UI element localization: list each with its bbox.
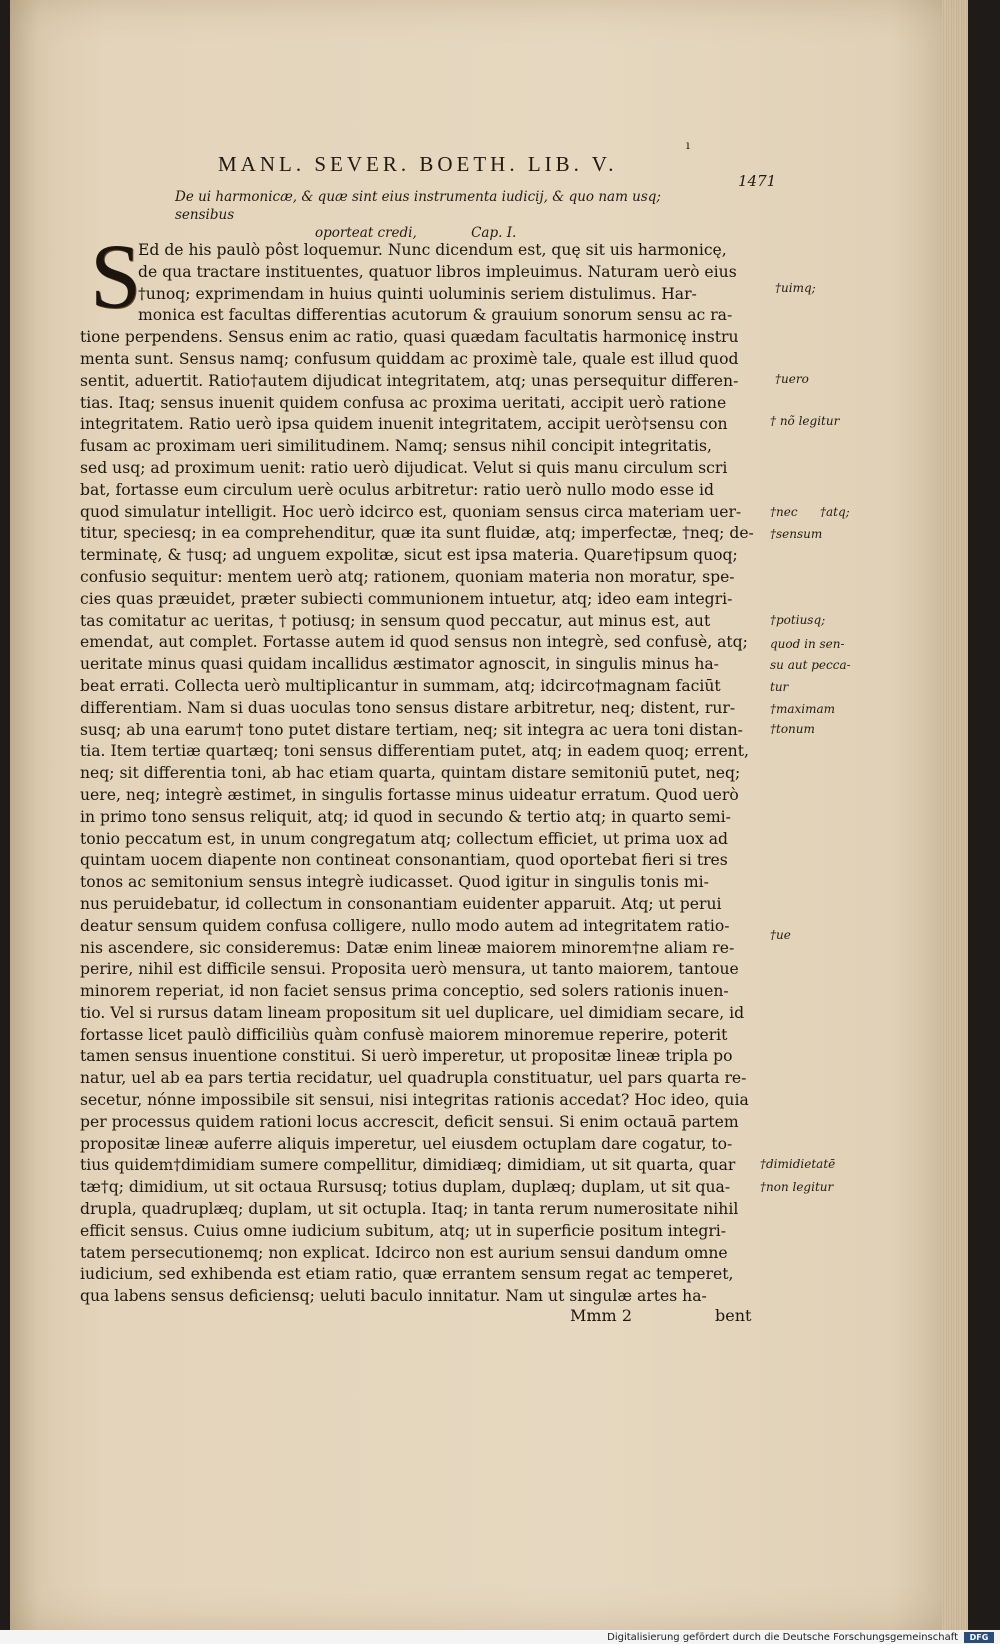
text-line: confusio sequitur: mentem uerò atq; rationem, quoniam materia non moratur, spe-	[80, 567, 735, 586]
folio-number: 1471	[738, 172, 777, 190]
text-line: in primo tono sensus reliquit, atq; id quod in secundo & tertio atq; in quarto semi-	[80, 807, 731, 826]
text-line: tias. Itaq; sensus inuenit quidem confusa ac proxima ueritati, accipit uerò ratione	[80, 393, 727, 412]
text-line: tia. Item tertiæ quartæq; toni sensus differentiam putet, atq; in eadem quoq; errent,	[80, 742, 749, 761]
text-line: menta sunt. Sensus namq; confusum quiddam ac proximè tale, quale est illud quod	[80, 349, 739, 368]
marginal-note: † nõ legitur	[770, 414, 840, 428]
text-line: minorem reperiat, id non faciet sensus prima conceptio, sed solers rationis inuen-	[80, 982, 729, 1001]
catchword: bent	[715, 1306, 752, 1325]
text-line: terminatę, & †usq; ad unguem expolitæ, sicut est ipsa materia. Quare†ipsum quoq;	[80, 546, 738, 565]
text-line: propositæ lineæ auferre aliquis imperetur, uel eiusdem octuplam dare cogatur, to-	[80, 1134, 733, 1153]
text-line: tio. Vel si rursus datam lineam propositum sit uel duplicare, uel dimidiam secare, id	[80, 1003, 745, 1022]
text-line: per processus quidem rationi locus accrescit, deficit sensui. Si enim octauā partem	[80, 1112, 739, 1131]
marginal-note: †potiusq;	[770, 613, 826, 627]
text-line: tæ†q; dimidium, ut sit octaua Rursusq; totius duplam, duplæq; duplam, ut sit qua-	[80, 1178, 731, 1197]
text-line: monica est facultas differentias acutorum & grauium sonorum sensu ac ra-	[138, 306, 733, 325]
text-line: deatur sensum quidem confusa colligere, nullo modo autem ad integritatem ratio-	[80, 916, 730, 935]
text-line: tamen sensus inuentione constitui. Si uerò imperetur, ut propositæ lineæ tripla po	[80, 1047, 733, 1066]
marginal-note: tur	[770, 680, 789, 694]
text-line: emendat, aut complet. Fortasse autem id quod sensus non integrè, sed confusè, atq;	[80, 633, 748, 652]
text-line: †unoq; exprimendam in huius quinti uoluminis seriem distulimus. Har-	[138, 284, 697, 303]
chapter-label: Cap. I.	[471, 225, 517, 241]
text-line: qua labens sensus deficiensq; ueluti baculo innitatur. Nam ut singulæ artes ha-	[80, 1287, 707, 1306]
marginal-note: su aut pecca-	[770, 658, 851, 672]
text-line: neq; sit differentia toni, ab hac etiam quarta, quintam distare semitoniū putet, neq;	[80, 764, 741, 783]
marginal-note: †maximam	[770, 702, 836, 716]
text-line: perire, nihil est difficile sensui. Proposita uerò mensura, ut tanto maiorem, tantoue	[80, 960, 739, 979]
text-line: beat errati. Collecta uerò multiplicantur in summam, atq; idcirco†magnam faciūt	[80, 676, 721, 695]
text-line: tius quidem†dimidiam sumere compellitur, dimidiæq; dimidiam, ut sit quarta, quar	[80, 1156, 736, 1175]
text-line: uere, neq; integrè æstimet, in singulis fortasse minus uideatur erratum. Quod uerò	[80, 785, 739, 804]
marginal-note: †uero	[775, 372, 809, 386]
text-line: nis ascendere, sic consideremus: Datæ enim lineæ maiorem minorem†ne aliam re-	[80, 938, 735, 957]
text-line: tonos ac semitonium sensus integrè iudicasset. Quod igitur in singulis tonis mi-	[80, 873, 709, 892]
text-line: de qua tractare instituentes, quatuor libros impleuimus. Naturam uerò eius	[138, 262, 737, 281]
printer-mark: ı	[686, 138, 690, 152]
marginal-note: †nec	[770, 505, 798, 519]
drop-cap: S	[90, 225, 142, 327]
text-line: iudicium, sed exhibenda est etiam ratio, quæ errantem sensum regat ac temperet,	[80, 1265, 734, 1284]
marginal-note: †atq;	[820, 505, 850, 519]
text-line: fusam ac proximam ueri similitudinem. Namq; sensus nihil concipit integritatis,	[80, 437, 712, 456]
text-line: bat, fortasse eum circulum uerè oculus arbitretur: ratio uerò nullo modo esse id	[80, 480, 714, 499]
text-line: natur, uel ab ea pars tertia recidatur, uel quadrupla constituatur, uel pars quarta re-	[80, 1069, 747, 1088]
marginal-note: quod in sen-	[770, 637, 845, 651]
marginal-note: †ue	[770, 928, 791, 942]
text-line: sed usq; ad proximum uenit: ratio uerò dijudicat. Velut si quis manu circulum scri	[80, 458, 728, 477]
marginal-note: †non legitur	[760, 1180, 834, 1194]
chapter-heading-line2-text: oporteat credi,	[315, 225, 417, 241]
text-line: nus peruidebatur, id collectum in consonantiam euidenter apparuit. Atq; ut perui	[80, 894, 722, 913]
running-head: MANL. SEVER. BOETH. LIB. V.	[218, 152, 618, 176]
text-line: Ed de his paulò pôst loquemur. Nunc dicendum est, quę sit uis harmonicę,	[138, 241, 727, 259]
funding-credit: Digitalisierung gefördert durch die Deutsche Forschungsgemeinschaft	[607, 1632, 958, 1643]
text-line: tas comitatur ac ueritas, † potiusq; in sensum quod peccatur, aut minus est, aut	[80, 611, 711, 630]
marginal-note: †sensum	[770, 527, 823, 541]
text-line: cies quas præuidet, præter subiecti communionem intuetur, atq; ideo eam integri-	[80, 589, 733, 608]
text-line: tonio peccatum est, in unum congregatum atq; collectum efficiet, ut prima uox ad	[80, 829, 728, 848]
text-line: efficit sensus. Cuius omne iudicium subitum, atq; ut in superficie positum integri-	[80, 1221, 727, 1240]
text-line: ueritate minus quasi quidam incallidus æstimator agnoscit, in singulis minus ha-	[80, 655, 719, 674]
text-line: secetur, nónne impossibile sit sensui, nisi integritas rationis accedat? Hoc ideo, quia	[80, 1091, 749, 1110]
marginal-note: †tonum	[770, 722, 815, 736]
text-line: differentiam. Nam si duas uoculas tono sensus distare arbitretur, neq; distent, rur-	[80, 698, 736, 717]
text-line: drupla, quadruplæq; duplam, ut sit octupla. Itaq; in tanta rerum numerositate nihil	[80, 1200, 739, 1219]
signature-mark: Mmm 2	[570, 1306, 632, 1325]
chapter-heading-line1: De ui harmonicæ, & quæ sint eius instrumenta iudicij, & quo nam usq; sensibus	[175, 189, 661, 223]
text-line: tatem persecutionemq; non explicat. Idcirco non est aurium sensui dandum omne	[80, 1243, 728, 1262]
body-text	[80, 240, 770, 1308]
text-line: tione perpendens. Sensus enim ac ratio, quasi quædam facultatis harmonicę instru	[80, 328, 739, 347]
page-edge	[942, 0, 968, 1630]
text-line: sentit, aduertit. Ratio†autem dijudicat integritatem, atq; unas persequitur differen-	[80, 371, 739, 390]
chapter-heading	[175, 188, 695, 242]
marginal-note: †dimidietatē	[760, 1157, 836, 1171]
text-line: quod simulatur intelligit. Hoc uerò idcirco est, quoniam sensus circa materiam uer-	[80, 502, 742, 521]
text-line: fortasse licet paulò difficiliùs quàm confusè maiorem minoremue reperire, poterit	[80, 1025, 728, 1044]
text-line: quintam uocem diapente non contineat consonantiam, quod oportebat fieri si tres	[80, 851, 728, 870]
dfg-logo: DFG	[964, 1632, 994, 1643]
text-line: titur, speciesq; in ea comprehenditur, quæ ita sunt fluidæ, atq; imperfectæ, †neq; de-	[80, 524, 754, 543]
footer-bar	[0, 1630, 1000, 1644]
marginal-note: †uimq;	[775, 281, 816, 295]
text-line: integritatem. Ratio uerò ipsa quidem inuenit integritatem, accipit uerò†sensu con	[80, 415, 728, 434]
text-line: susq; ab una earum† tono putet distare tertiam, neq; sit integra ac uera toni distan-	[80, 720, 743, 739]
